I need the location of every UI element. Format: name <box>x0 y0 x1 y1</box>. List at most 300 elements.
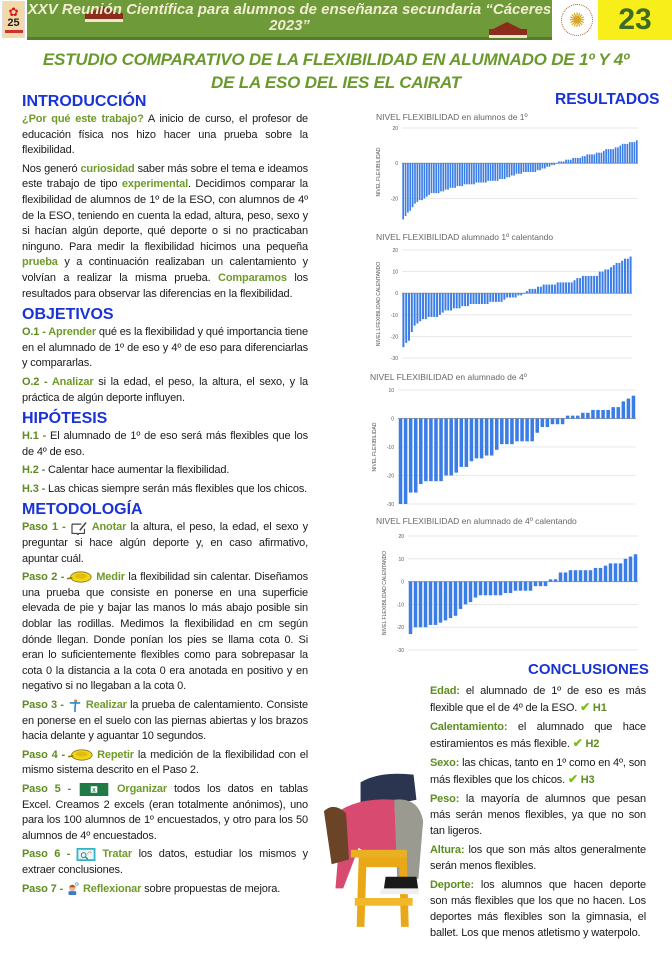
bar <box>454 163 456 188</box>
bar <box>549 579 553 581</box>
bar <box>429 582 433 625</box>
bar <box>459 163 461 186</box>
bar <box>489 293 491 302</box>
y-tick-label: -30 <box>396 648 404 654</box>
page-number-badge: 23 <box>598 0 672 40</box>
introduction-text <box>22 112 308 302</box>
bar <box>480 419 484 459</box>
bar <box>474 582 478 598</box>
y-tick-label: 10 <box>388 388 394 394</box>
conclusion-text: las chicas, tanto en 1º como en 4º, son más flexibles que los chicos. <box>430 757 646 786</box>
bar <box>624 144 626 163</box>
bar <box>577 158 579 163</box>
event-banner <box>27 0 552 40</box>
step-label: Paso 6 - <box>22 848 71 861</box>
conclusion-text: el alumnado que hace estiramientos es más flexible. <box>430 721 646 750</box>
objectives-heading: OBJETIVOS <box>22 306 114 324</box>
conclusion-text: los que son más altos generalmente serán menos flexibles. <box>430 844 646 872</box>
bar <box>414 293 416 325</box>
bar <box>599 568 603 582</box>
bar <box>537 287 539 293</box>
bar <box>517 293 519 295</box>
bar <box>598 153 600 164</box>
y-tick-label: -20 <box>390 196 398 203</box>
bar <box>530 419 534 442</box>
poster-title-line1: ESTUDIO COMPARATIVO DE LA FLEXIBILIDAD EN ALUMNADO DE 1º Y 4º <box>42 50 630 69</box>
bar <box>590 276 592 293</box>
method-step <box>22 847 308 878</box>
objective-item <box>22 375 308 406</box>
bar <box>525 419 529 442</box>
bar <box>439 419 443 482</box>
chart-svg <box>368 228 648 364</box>
hypothesis-tag: H3 <box>580 774 595 786</box>
bar <box>556 419 560 425</box>
thinking-person-icon <box>66 882 80 895</box>
flower-icon: ✿ <box>8 5 19 19</box>
bar <box>568 282 570 293</box>
bar <box>612 149 614 163</box>
step-text: la medición de la flexibilidad con el mismo sistema descrito en el Paso 2. <box>22 748 308 777</box>
hypothesis-code: H.2 <box>22 464 39 477</box>
bar <box>619 146 621 164</box>
bar <box>581 413 585 419</box>
bar <box>520 163 522 174</box>
bar <box>599 272 601 294</box>
bar <box>549 163 551 167</box>
objective-text: si la edad, el peso, la altura, el sexo, y la práctica de algún deporte influyen. <box>22 375 308 404</box>
bar <box>582 276 584 293</box>
hypothesis-tag: H2 <box>585 738 600 750</box>
sun-icon: ✺ <box>561 4 593 36</box>
chart-flexibility-1st-warmup <box>368 228 648 364</box>
bar <box>551 285 553 294</box>
y-axis-label: NIVEL FLEXIBILIDAD CALENTANDO <box>382 550 388 636</box>
intro-p2-d: y a continuación realizaban un calentamiento y volvían a realizar la misma prueba. <box>22 256 308 284</box>
bar <box>473 293 475 304</box>
methodology-steps <box>22 520 308 897</box>
bar <box>544 582 548 587</box>
y-tick-label: -10 <box>396 602 404 609</box>
bar <box>602 272 604 294</box>
bar <box>516 163 518 174</box>
step-label: Paso 2 - <box>22 571 65 584</box>
y-tick-label: -10 <box>390 312 398 319</box>
bar <box>634 554 638 581</box>
bar <box>609 563 613 581</box>
conclusion-key: Deporte: <box>430 879 475 891</box>
bar <box>409 163 411 211</box>
y-tick-label: -20 <box>390 334 398 341</box>
bar <box>545 285 547 294</box>
bar <box>515 419 519 442</box>
bar <box>426 163 428 196</box>
bar <box>615 147 617 163</box>
method-step <box>22 570 308 695</box>
bar <box>411 293 413 332</box>
bar <box>614 563 618 581</box>
y-tick-label: 0 <box>395 291 398 298</box>
y-tick-label: 20 <box>392 248 398 254</box>
bar <box>485 163 487 182</box>
bar <box>576 416 580 419</box>
intro-keyword: experimental <box>121 178 188 191</box>
bar <box>447 293 449 310</box>
bar <box>414 582 418 628</box>
bar <box>579 278 581 293</box>
results-heading: RESULTADOS <box>555 91 660 108</box>
bar <box>535 419 539 433</box>
bar <box>494 163 496 181</box>
bar <box>582 156 584 163</box>
bar <box>629 557 633 582</box>
objective-text: qué es la flexibilidad y qué importancia tiene en el alumnado de 1º de eso y 4º de eso para diferenciarlas y compararlas. <box>22 326 308 370</box>
bar <box>539 163 541 170</box>
bar <box>424 419 428 482</box>
bar <box>610 149 612 163</box>
bar <box>475 419 479 459</box>
bar <box>560 161 562 163</box>
y-tick-label: 20 <box>392 126 398 132</box>
hypothesis-text: - El alumnado de 1º de eso será más flexibles que los de 4º de eso. <box>22 430 308 458</box>
bar <box>484 293 486 304</box>
bar <box>523 163 525 172</box>
bar <box>402 163 404 219</box>
bar <box>523 293 525 294</box>
y-tick-label: 0 <box>391 416 394 423</box>
bar <box>513 163 515 175</box>
step-verb: Medir <box>96 571 125 584</box>
bar <box>622 144 624 163</box>
anniversary-logo <box>2 1 25 38</box>
bar <box>546 163 548 167</box>
intro-question: ¿Por qué este trabajo? <box>22 113 144 125</box>
bar <box>404 419 408 505</box>
school-building-icon <box>489 22 527 38</box>
bar <box>468 163 470 184</box>
bar <box>485 419 489 456</box>
bar <box>414 419 418 493</box>
bar <box>442 293 444 312</box>
bar <box>627 144 629 163</box>
objective-verb: Analizar <box>51 375 94 388</box>
poster-title-line2: DE LA ESO DEL IES EL CAIRAT <box>211 73 461 92</box>
bar <box>593 276 595 293</box>
bar <box>534 289 536 293</box>
bar <box>591 410 595 419</box>
chart-svg <box>368 108 648 224</box>
bar <box>459 293 461 308</box>
conclusion-text: el alumnado de 1º de eso es más flexible que el de 4º de la ESO. <box>430 685 646 714</box>
intro-p2-a: Nos generó <box>22 162 81 175</box>
conclusion-item <box>430 877 646 941</box>
y-tick-label: 0 <box>395 161 398 168</box>
bar <box>509 163 511 177</box>
bar <box>480 163 482 182</box>
bar <box>424 163 426 198</box>
bar <box>527 163 529 172</box>
hypothesis-item <box>22 463 308 479</box>
bar <box>414 163 416 203</box>
bar <box>499 582 503 596</box>
bar <box>409 582 413 634</box>
bar <box>596 276 598 293</box>
bar <box>535 163 537 172</box>
step-text: todos los datos en tablas Excel. Creamos 2 excels (eran totalmente anónimos), uno para los 100 alumnos de 1º encuestados, y otro para los 50 alumnos de 4º encuestados. <box>22 782 308 842</box>
bar <box>409 419 413 493</box>
step-text: la altura, el peso, la edad, el sexo y preguntar si hace algún deporte y, en caso afirmativo, apuntar cuál. <box>22 521 308 565</box>
measuring-tape-icon <box>68 749 94 761</box>
bar <box>425 293 427 319</box>
introduction-paragraph-1 <box>22 112 308 159</box>
bar <box>429 419 433 482</box>
bar <box>433 293 435 317</box>
bar <box>621 261 623 293</box>
bar <box>531 289 533 293</box>
bar <box>490 419 494 456</box>
bar <box>503 293 505 299</box>
objective-item <box>22 325 308 372</box>
bar <box>424 582 428 628</box>
bar <box>586 154 588 163</box>
bar <box>439 582 443 623</box>
bar <box>554 285 556 294</box>
bar <box>444 419 448 476</box>
intro-p2-e: los resultados para observar las diferencias en la flexibilidad. <box>22 271 308 300</box>
bar <box>412 163 414 207</box>
y-tick-label: 10 <box>392 269 398 276</box>
bar <box>492 293 494 302</box>
bar <box>558 161 560 163</box>
bar <box>601 410 605 419</box>
conclusion-key: Altura: <box>430 844 465 856</box>
intro-p2-b: saber más sobre el tema e ideamos este trabajo de tipo <box>22 162 308 191</box>
bar <box>473 163 475 184</box>
bar <box>622 401 626 418</box>
intro-keyword: curiosidad <box>80 162 135 175</box>
method-step <box>22 782 308 844</box>
bar <box>534 582 538 587</box>
bar <box>476 163 478 182</box>
hypothesis-tag: H1 <box>592 702 607 714</box>
bar <box>616 263 618 293</box>
bar <box>561 419 565 425</box>
student-flexibility-photo <box>322 740 428 950</box>
bar <box>487 293 489 304</box>
bar <box>466 163 468 184</box>
bar <box>617 147 619 163</box>
bar <box>604 269 606 293</box>
intro-p1-text: A inicio de curso, el profesor de educación física nos hizo hacer una prueba sobre la flexibilidad. <box>22 113 309 157</box>
step-label: Paso 7 - <box>22 882 63 895</box>
left-column <box>22 92 308 900</box>
bar <box>571 416 575 419</box>
step-verb: Reflexionar <box>83 882 142 895</box>
bar <box>611 407 615 418</box>
bar <box>506 293 508 297</box>
bar <box>440 163 442 191</box>
bar <box>608 149 610 163</box>
bar <box>589 570 593 581</box>
hypothesis-text: - Calentar hace aumentar la flexibilidad. <box>38 464 230 477</box>
bar <box>594 154 596 163</box>
data-analysis-icon <box>73 848 99 861</box>
bar <box>559 572 563 581</box>
bar <box>610 267 612 293</box>
bar <box>515 293 517 297</box>
chart-title: NIVEL FLEXIBILIDAD en alumnado de 4º <box>370 372 527 382</box>
objective-code: O.1 <box>22 326 40 339</box>
bar <box>405 163 407 216</box>
bar <box>596 153 598 164</box>
bar <box>553 163 555 165</box>
conclusion-item <box>430 719 646 752</box>
anniversary-number: 25 <box>7 17 20 29</box>
bar <box>618 263 620 293</box>
bar <box>514 582 518 591</box>
bar <box>557 282 559 293</box>
introduction-paragraph-2 <box>22 162 308 302</box>
bar <box>584 156 586 163</box>
bar <box>512 293 514 297</box>
bar <box>499 163 501 179</box>
conclusion-key: Edad: <box>430 685 460 697</box>
bar <box>407 163 409 212</box>
bar <box>551 419 555 425</box>
bar <box>419 582 423 628</box>
bar <box>481 293 483 304</box>
bar <box>431 163 433 193</box>
step-verb: Anotar <box>91 521 127 534</box>
bar <box>449 582 453 618</box>
bar <box>588 276 590 293</box>
checkmark-icon: ✔ <box>572 736 583 750</box>
bar <box>631 142 633 163</box>
bar <box>504 163 506 179</box>
y-tick-label: -30 <box>390 356 398 362</box>
bar <box>524 582 528 591</box>
bar <box>439 293 441 315</box>
bar <box>467 293 469 306</box>
intro-p2-c: . Decidimos comparar la flexibilidad de alumnos de 1º de la ESO, con alumnos de 4º de la ESO, teniendo en cuenta la edad, altura, peso, sexo y si hacían algún deporte, qué deporte o si no practicaban ninguno. Para medir la flexibilidad hicimos una pequeña <box>22 178 308 253</box>
chart-svg <box>362 368 652 508</box>
bar <box>594 568 598 582</box>
introduction-section <box>22 92 308 302</box>
bar <box>460 419 464 467</box>
bar <box>501 293 503 302</box>
step-label: Paso 5 - <box>22 782 72 795</box>
step-verb: Tratar <box>102 848 133 861</box>
measuring-tape-icon <box>67 571 93 583</box>
bar <box>548 285 550 294</box>
bar <box>540 287 542 293</box>
bar <box>624 259 626 294</box>
bar <box>465 419 469 467</box>
bar <box>436 293 438 317</box>
bar <box>585 276 587 293</box>
bar <box>574 280 576 293</box>
checkmark-icon: ✔ <box>567 772 578 786</box>
conclusion-item <box>430 842 646 874</box>
step-text: los datos, estudiar los mismos y extraer conclusiones. <box>22 848 308 876</box>
bar <box>433 163 435 193</box>
bar <box>571 282 573 293</box>
y-tick-label: 20 <box>398 534 404 540</box>
methodology-section <box>22 500 308 897</box>
bar <box>634 142 636 163</box>
bar <box>469 582 473 603</box>
bar <box>627 259 629 294</box>
bar <box>399 419 403 505</box>
logo-bar <box>5 30 23 33</box>
bar <box>537 163 539 170</box>
bar <box>511 163 513 175</box>
hypothesis-code: H.1 <box>22 430 39 443</box>
method-step <box>22 882 308 898</box>
school-seal-logo <box>556 1 598 39</box>
bar <box>632 396 636 419</box>
hypothesis-text: - Las chicas siempre serán más flexibles que los chicos. <box>38 482 308 495</box>
bar <box>454 419 458 473</box>
bar <box>459 582 463 609</box>
hypothesis-code: H.3 <box>22 482 39 495</box>
bar <box>565 282 567 293</box>
bar <box>509 582 513 593</box>
bar <box>575 158 577 163</box>
bar <box>487 163 489 181</box>
bar <box>606 410 610 419</box>
y-axis-label: NIVEL LFEXIBILIDAD CALENTANDO <box>376 261 382 347</box>
bar <box>565 160 567 164</box>
bar <box>500 419 504 445</box>
bar <box>636 140 638 163</box>
bar <box>498 293 500 302</box>
bar <box>428 293 430 317</box>
bar <box>539 582 543 587</box>
objective-sep: - <box>39 326 49 339</box>
method-step <box>22 520 308 567</box>
bar <box>529 582 533 591</box>
bar <box>471 163 473 184</box>
bar <box>422 293 424 319</box>
bar <box>419 163 421 200</box>
conclusion-text: los alumnos que hacen deporte son más flexibles que los que no hacen. Los deportes más flexibles son la gimnasia, el ballet. Los que menos atletismo y waterpolo. <box>430 879 646 939</box>
bar <box>596 410 600 419</box>
bar <box>450 163 452 188</box>
notepad-pencil-icon <box>69 521 89 535</box>
intro-keyword: prueba <box>22 256 58 269</box>
bar <box>617 407 621 418</box>
chart-flexibility-4th-warmup <box>368 512 648 656</box>
bar <box>435 163 437 193</box>
y-axis-label: NIVEL FLEXIBILIDAD <box>376 147 382 197</box>
bar <box>489 582 493 596</box>
bar <box>470 419 474 462</box>
bar <box>490 163 492 181</box>
y-tick-label: -20 <box>396 625 404 632</box>
bar <box>529 289 531 293</box>
y-tick-label: 10 <box>398 556 404 563</box>
bar <box>554 579 558 581</box>
bar <box>525 163 527 172</box>
bar <box>475 293 477 304</box>
bar <box>570 160 572 164</box>
bar <box>569 570 573 581</box>
bar <box>434 582 438 625</box>
bar <box>627 399 631 419</box>
bar <box>417 163 419 202</box>
checkmark-icon: ✔ <box>580 700 591 714</box>
